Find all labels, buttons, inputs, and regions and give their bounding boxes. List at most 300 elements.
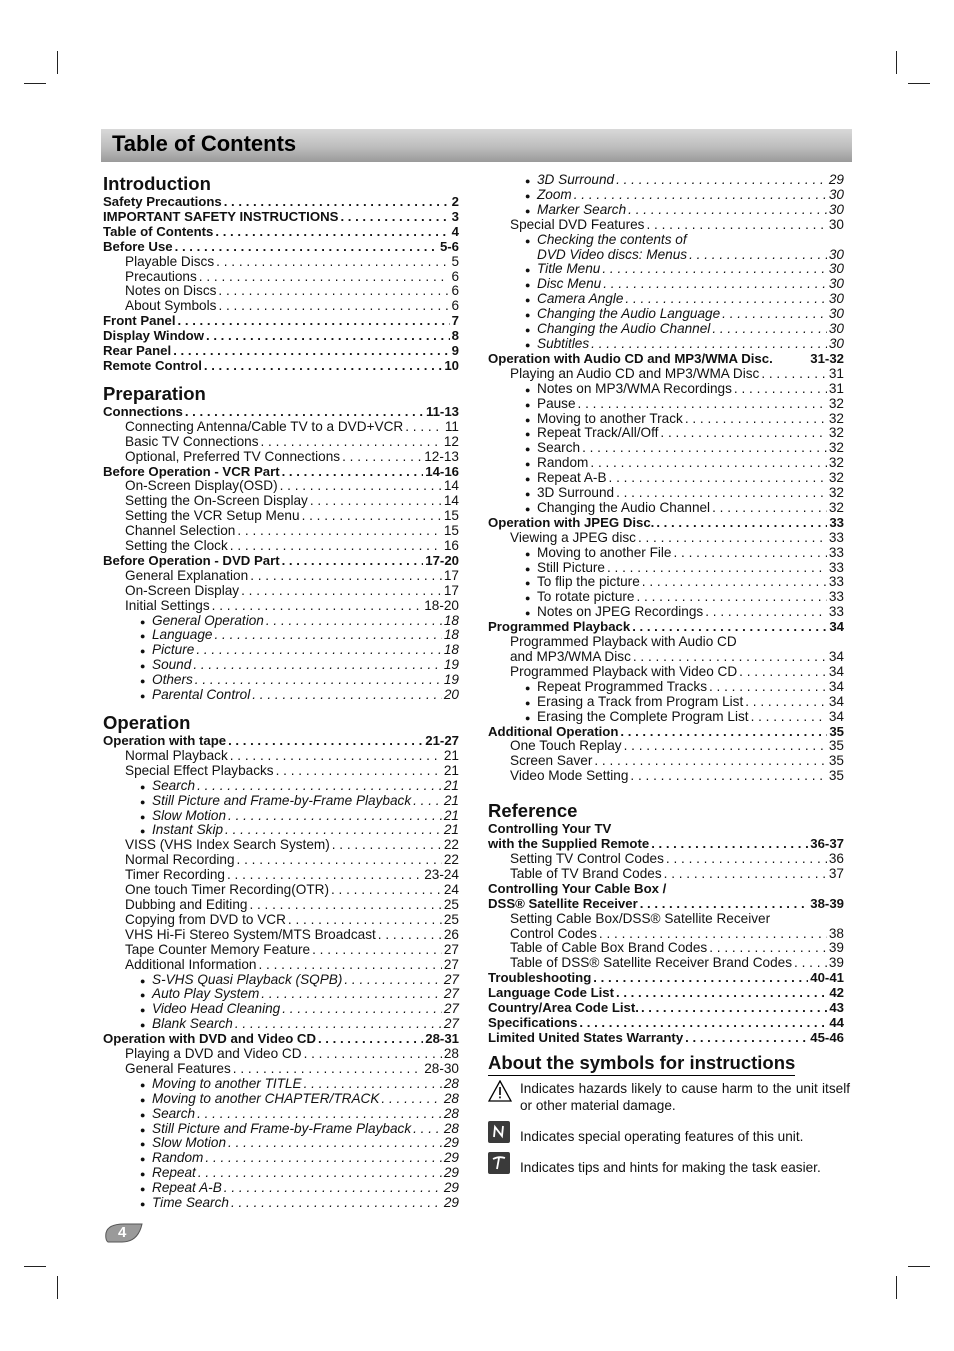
- bullet-icon: ●: [140, 1109, 146, 1120]
- toc-entry-title: Rear Panel: [103, 343, 172, 359]
- toc-entry[interactable]: [103, 898, 459, 913]
- dot-leader: [230, 539, 442, 554]
- toc-entry[interactable]: [488, 531, 844, 546]
- toc-entry-title: Operation with tape: [103, 733, 227, 748]
- toc-entry-title: Moving to another TITLE: [152, 1075, 302, 1091]
- toc-entry[interactable]: [103, 987, 459, 1002]
- toc-entry[interactable]: [488, 262, 844, 277]
- dot-leader: [261, 987, 442, 1002]
- toc-entry[interactable]: [103, 240, 459, 255]
- symbol-note: [488, 1121, 850, 1145]
- crop-mark: [57, 51, 58, 74]
- toc-entry[interactable]: [488, 769, 844, 784]
- toc-entry-page: 15: [443, 523, 459, 539]
- dot-leader: [258, 958, 441, 973]
- toc-entry-title: Table of Contents: [103, 223, 214, 239]
- toc-entry-page: 31-32: [810, 350, 844, 366]
- toc-entry-page: 6: [451, 268, 459, 284]
- toc-entry[interactable]: [488, 665, 844, 680]
- toc-entry-page: 18: [443, 612, 459, 628]
- toc-entry-page: 22: [443, 837, 459, 853]
- toc-entry-page: 9: [451, 343, 459, 359]
- toc-entry-page: 14: [443, 478, 459, 494]
- dot-leader: [579, 1016, 827, 1031]
- tip-t-icon: [488, 1152, 510, 1174]
- dot-leader: [751, 710, 827, 725]
- dot-leader: [739, 665, 827, 680]
- bullet-icon: ●: [525, 712, 531, 723]
- dot-leader: [664, 867, 827, 882]
- toc-entry-title: Random: [152, 1150, 204, 1166]
- toc-entry[interactable]: [488, 188, 844, 203]
- toc-entry[interactable]: [488, 650, 844, 665]
- toc-entry[interactable]: [103, 734, 459, 749]
- toc-entry[interactable]: [103, 255, 459, 270]
- toc-entry-title: Marker Search: [537, 201, 627, 217]
- toc-entry[interactable]: [488, 941, 844, 956]
- crop-mark: [24, 83, 46, 84]
- dot-leader: [233, 1062, 422, 1077]
- toc-entry[interactable]: [103, 1151, 459, 1166]
- toc-entry[interactable]: [103, 928, 459, 943]
- symbol-description: Indicates tips and hints for making the task easier.: [520, 1160, 821, 1175]
- toc-entry[interactable]: [488, 1016, 844, 1031]
- toc-entry-title: Front Panel: [103, 313, 176, 329]
- dot-leader: [705, 605, 827, 620]
- toc-entry[interactable]: [488, 605, 844, 620]
- toc-entry[interactable]: [103, 584, 459, 599]
- dot-leader: [602, 262, 827, 277]
- toc-entry[interactable]: [488, 1031, 844, 1046]
- toc-entry[interactable]: [103, 1017, 459, 1032]
- toc-entry[interactable]: [103, 225, 459, 240]
- toc-entry[interactable]: [488, 956, 844, 971]
- bullet-icon: ●: [525, 697, 531, 708]
- toc-entry[interactable]: [488, 471, 844, 486]
- dot-leader: [312, 943, 442, 958]
- toc-entry-title: Tape Counter Memory Feature: [125, 941, 311, 957]
- toc-entry-page: 27: [443, 1001, 459, 1017]
- toc-entry-page: 17-20: [425, 552, 459, 568]
- toc-entry[interactable]: [488, 456, 844, 471]
- toc-entry[interactable]: [103, 509, 459, 524]
- toc-entry[interactable]: [488, 337, 844, 352]
- toc-entry-title: Channel Selection: [125, 523, 236, 539]
- toc-entry[interactable]: [103, 539, 459, 554]
- toc-entry[interactable]: [103, 1107, 459, 1122]
- toc-entry-page: 20: [443, 687, 459, 703]
- toc-entry-title: Special Effect Playbacks: [125, 762, 274, 778]
- toc-entry-title: Setting the On-Screen Display: [125, 493, 308, 509]
- toc-entry[interactable]: [103, 764, 459, 779]
- toc-entry-title: On-Screen Display: [125, 582, 240, 598]
- toc-entry[interactable]: [488, 725, 844, 740]
- toc-entry[interactable]: [103, 809, 459, 824]
- toc-entry[interactable]: [103, 1122, 459, 1137]
- toc-entry[interactable]: [103, 435, 459, 450]
- toc-entry-page: 5: [451, 253, 459, 269]
- toc-entry[interactable]: [103, 614, 459, 629]
- toc-left-column: [103, 173, 459, 1211]
- dot-leader: [282, 1002, 442, 1017]
- toc-entry[interactable]: [103, 1181, 459, 1196]
- toc-entry[interactable]: [488, 754, 844, 769]
- toc-entry[interactable]: [103, 838, 459, 853]
- dot-leader: [215, 225, 449, 240]
- section-heading: Operation: [103, 712, 191, 733]
- toc-entry[interactable]: [103, 688, 459, 703]
- toc-entry[interactable]: [488, 546, 844, 561]
- toc-entry[interactable]: [103, 344, 459, 359]
- toc-entry-page: 11-13: [425, 403, 459, 419]
- toc-entry-title: VISS (VHS Index Search System): [125, 837, 330, 853]
- toc-entry[interactable]: [488, 486, 844, 501]
- toc-entry[interactable]: [488, 837, 844, 852]
- toc-entry-title: On-Screen Display(OSD): [125, 478, 278, 494]
- toc-entry-title: Setting the Clock: [125, 538, 228, 554]
- toc-entry[interactable]: [103, 524, 459, 539]
- toc-entry-page: 7: [451, 313, 459, 329]
- toc-entry-page: 28: [443, 1120, 459, 1136]
- toc-entry-page: 45-46: [810, 1029, 844, 1045]
- dot-leader: [590, 456, 826, 471]
- toc-entry[interactable]: [103, 569, 459, 584]
- toc-entry-page: 29: [443, 1165, 459, 1181]
- toc-entry[interactable]: [103, 673, 459, 688]
- dot-leader: [173, 344, 449, 359]
- bullet-icon: ●: [525, 429, 531, 440]
- bullet-icon: ●: [140, 975, 146, 986]
- toc-entry-title: Instant Skip: [152, 822, 224, 838]
- toc-entry-title: Connecting Antenna/Cable TV to a DVD+VCR: [125, 418, 404, 434]
- toc-entry[interactable]: [488, 710, 844, 725]
- dot-leader: [224, 1181, 442, 1196]
- toc-entry[interactable]: [488, 822, 844, 837]
- bullet-icon: ●: [525, 563, 531, 574]
- toc-entry[interactable]: [103, 1166, 459, 1181]
- toc-entry[interactable]: [103, 1062, 459, 1077]
- toc-entry[interactable]: [103, 405, 459, 420]
- toc-entry[interactable]: [488, 218, 844, 233]
- bullet-icon: ●: [140, 691, 146, 702]
- dot-leader: [709, 680, 827, 695]
- toc-entry-page: 28: [443, 1075, 459, 1091]
- toc-entry[interactable]: [488, 412, 844, 427]
- toc-entry[interactable]: [103, 794, 459, 809]
- toc-entry[interactable]: [488, 882, 844, 897]
- dot-leader: [640, 897, 809, 912]
- toc-entry-title: Subtitles: [537, 335, 590, 351]
- toc-entry[interactable]: [488, 575, 844, 590]
- toc-entry-title: To flip the picture: [537, 574, 640, 590]
- toc-entry[interactable]: [488, 292, 844, 307]
- bullet-icon: ●: [140, 1079, 146, 1090]
- toc-entry[interactable]: [103, 658, 459, 673]
- bullet-icon: ●: [140, 1094, 146, 1105]
- toc-entry-title: Remote Control: [103, 357, 202, 373]
- toc-entry-page: 21: [443, 747, 459, 763]
- spacer: [488, 784, 844, 791]
- toc-entry-title: Picture: [152, 642, 195, 658]
- toc-entry-title: Checking the contents of: [537, 231, 687, 247]
- toc-entry-title: Optional, Preferred TV Connections: [125, 448, 341, 464]
- toc-entry[interactable]: [103, 479, 459, 494]
- toc-entry-page: 33: [828, 544, 844, 560]
- toc-entry-page: 31: [828, 365, 844, 381]
- bullet-icon: ●: [140, 990, 146, 1001]
- toc-entry-page: 17: [443, 582, 459, 598]
- toc-entry-page: 27: [443, 971, 459, 987]
- toc-entry-title: Auto Play System: [152, 986, 260, 1002]
- bullet-icon: ●: [140, 631, 146, 642]
- toc-entry[interactable]: [103, 465, 459, 480]
- toc-entry-page: 40-41: [810, 970, 844, 986]
- dot-leader: [198, 1166, 442, 1181]
- bullet-icon: ●: [140, 1184, 146, 1195]
- bullet-icon: ●: [525, 399, 531, 410]
- bullet-icon: ●: [525, 295, 531, 306]
- toc-entry[interactable]: [488, 1001, 844, 1016]
- dot-leader: [378, 928, 442, 943]
- bullet-icon: ●: [525, 235, 531, 246]
- toc-entry[interactable]: [488, 441, 844, 456]
- toc-entry-title: Repeat Track/All/Off: [537, 425, 659, 441]
- toc-entry-page: 23-24: [424, 867, 459, 883]
- toc-entry[interactable]: [103, 195, 459, 210]
- symbol-tip: [488, 1152, 850, 1176]
- toc-entry[interactable]: [488, 852, 844, 867]
- dot-leader: [195, 673, 442, 688]
- dot-leader: [646, 218, 826, 233]
- toc-entry[interactable]: [488, 971, 844, 986]
- bullet-icon: ●: [525, 548, 531, 559]
- dot-leader: [231, 1196, 442, 1211]
- toc-entry-title: Search: [537, 440, 581, 456]
- toc-entry-title: Moving to another CHAPTER/TRACK: [152, 1090, 380, 1106]
- section-heading: Reference: [488, 800, 578, 822]
- toc-entry[interactable]: [103, 883, 459, 898]
- toc-entry-title: Setting TV Control Codes: [510, 850, 664, 866]
- toc-entry-title: Others: [152, 672, 193, 688]
- toc-entry[interactable]: [103, 210, 459, 225]
- dot-leader: [794, 956, 827, 971]
- toc-entry-title: Language: [152, 627, 213, 643]
- toc-entry-page: 12-13: [424, 448, 459, 464]
- toc-entry-title: Screen Saver: [510, 753, 593, 769]
- dot-leader: [288, 913, 442, 928]
- page-number: 4: [118, 1224, 127, 1241]
- toc-entry[interactable]: [488, 501, 844, 516]
- toc-entry[interactable]: [488, 397, 844, 412]
- toc-entry-page: 33: [828, 604, 844, 620]
- dot-leader: [225, 823, 442, 838]
- toc-entry[interactable]: [103, 420, 459, 435]
- toc-entry-page: 21: [443, 807, 459, 823]
- toc-entry[interactable]: [103, 823, 459, 838]
- toc-entry[interactable]: [488, 516, 844, 531]
- toc-entry[interactable]: [488, 203, 844, 218]
- toc-entry[interactable]: [488, 590, 844, 605]
- toc-entry[interactable]: [488, 897, 844, 912]
- toc-entry[interactable]: [103, 270, 459, 285]
- toc-entry[interactable]: [103, 958, 459, 973]
- toc-entry-title: Title Menu: [537, 261, 601, 277]
- toc-entry[interactable]: [488, 248, 844, 263]
- toc-entry[interactable]: [488, 912, 844, 927]
- toc-entry[interactable]: [488, 635, 844, 650]
- toc-entry-title: Table of Cable Box Brand Codes: [510, 940, 708, 956]
- toc-entry-page: 29: [443, 1150, 459, 1166]
- toc-entry-page: 30: [828, 186, 844, 202]
- toc-entry-page: 32: [828, 440, 844, 456]
- toc-entry-page: 21-27: [425, 733, 459, 748]
- dot-leader: [674, 546, 827, 561]
- toc-entry-page: 36-37: [810, 836, 844, 852]
- toc-entry[interactable]: [488, 277, 844, 292]
- toc-entry-title: Controlling Your Cable Box /: [488, 880, 667, 896]
- toc-entry[interactable]: [103, 913, 459, 928]
- toc-entry[interactable]: [103, 1002, 459, 1017]
- toc-entry[interactable]: [103, 1092, 459, 1107]
- toc-entry[interactable]: [103, 1136, 459, 1151]
- toc-entry[interactable]: [488, 233, 844, 248]
- bullet-icon: ●: [525, 339, 531, 350]
- dot-leader: [241, 584, 442, 599]
- toc-entry-page: 33: [829, 514, 844, 530]
- toc-entry[interactable]: [488, 695, 844, 710]
- dot-leader: [302, 509, 442, 524]
- toc-entry-page: 28: [443, 1105, 459, 1121]
- dot-leader: [685, 1031, 808, 1046]
- toc-entry[interactable]: [103, 314, 459, 329]
- toc-entry-title: Display Window: [103, 328, 204, 344]
- toc-entry[interactable]: [103, 554, 459, 569]
- dot-leader: [193, 658, 442, 673]
- bullet-icon: ●: [140, 616, 146, 627]
- page-title: Table of Contents: [112, 131, 297, 156]
- toc-entry-title: Video Mode Setting: [510, 768, 629, 784]
- toc-entry-page: 30: [828, 276, 844, 292]
- toc-entry[interactable]: [488, 367, 844, 382]
- toc-entry[interactable]: [488, 620, 844, 635]
- toc-entry-page: 5-6: [439, 238, 459, 254]
- toc-entry[interactable]: [103, 359, 459, 374]
- toc-entry[interactable]: [488, 927, 844, 942]
- dot-leader: [280, 479, 442, 494]
- toc-entry[interactable]: [488, 322, 844, 337]
- dot-leader: [591, 337, 827, 352]
- toc-entry-title: Special DVD Features: [510, 216, 645, 232]
- toc-entry-page: 17: [443, 567, 459, 583]
- toc-entry[interactable]: [103, 973, 459, 988]
- bullet-icon: ●: [525, 459, 531, 470]
- toc-entry[interactable]: [488, 986, 844, 1001]
- toc-entry[interactable]: [488, 307, 844, 322]
- bullet-icon: ●: [140, 1199, 146, 1210]
- toc-entry-page: 6: [451, 283, 459, 299]
- dot-leader: [235, 1017, 442, 1032]
- dot-leader: [204, 359, 442, 374]
- toc-entry[interactable]: [103, 943, 459, 958]
- dot-leader: [216, 255, 449, 270]
- toc-entry-title: General Features: [125, 1060, 231, 1076]
- toc-entry[interactable]: [103, 749, 459, 764]
- bullet-icon: ●: [525, 190, 531, 201]
- dot-leader: [205, 1151, 441, 1166]
- toc-entry-title: General Explanation: [125, 567, 249, 583]
- toc-entry[interactable]: [103, 450, 459, 465]
- toc-entry[interactable]: [103, 329, 459, 344]
- toc-entry[interactable]: [488, 739, 844, 754]
- toc-entry[interactable]: [488, 352, 844, 367]
- dot-leader: [656, 516, 827, 531]
- toc-entry-page: 21: [443, 762, 459, 778]
- toc-entry[interactable]: [488, 173, 844, 188]
- toc-entry-page: 33: [828, 574, 844, 590]
- toc-entry-title: Erasing the Complete Program List: [537, 708, 749, 724]
- toc-entry[interactable]: [103, 628, 459, 643]
- dot-leader: [266, 614, 442, 629]
- toc-entry-title: Before Operation - VCR Part: [103, 463, 280, 479]
- toc-entry-title: Additional Information: [125, 956, 257, 972]
- toc-entry-page: 30: [828, 201, 844, 217]
- toc-entry-title: Specifications: [488, 1014, 578, 1030]
- toc-entry[interactable]: [103, 643, 459, 658]
- toc-entry-page: 29: [443, 1195, 459, 1211]
- toc-entry-page: 42: [829, 985, 844, 1001]
- toc-entry[interactable]: [103, 1032, 459, 1047]
- toc-entry-title: Still Picture and Frame-by-Frame Playback: [152, 1120, 412, 1136]
- toc-entry[interactable]: [488, 561, 844, 576]
- toc-entry[interactable]: [488, 867, 844, 882]
- toc-entry-title: S-VHS Quasi Playback (SQPB): [152, 971, 343, 987]
- bullet-icon: ●: [140, 646, 146, 657]
- toc-entry-page: 16: [443, 538, 459, 554]
- bullet-icon: ●: [525, 414, 531, 425]
- toc-entry[interactable]: [103, 779, 459, 794]
- toc-entry-page: 26: [443, 926, 459, 942]
- toc-entry[interactable]: [103, 284, 459, 299]
- dot-leader: [318, 1032, 423, 1047]
- dot-leader: [582, 441, 827, 456]
- dot-leader: [206, 329, 450, 344]
- dot-leader: [666, 852, 827, 867]
- toc-entry[interactable]: [103, 853, 459, 868]
- toc-entry-title: Repeat A-B: [537, 470, 607, 486]
- toc-entry-title: Before Operation - DVD Part: [103, 552, 280, 568]
- toc-entry-title: Dubbing and Editing: [125, 896, 248, 912]
- toc-entry-title: and MP3/WMA Disc: [510, 649, 631, 664]
- toc-entry[interactable]: [103, 299, 459, 314]
- toc-entry-title: Parental Control: [152, 687, 251, 703]
- toc-entry[interactable]: [103, 1196, 459, 1211]
- toc-entry-title: Control Codes: [510, 925, 597, 941]
- toc-entry-page: 8: [451, 328, 459, 344]
- toc-entry[interactable]: [488, 426, 844, 441]
- toc-entry[interactable]: [488, 680, 844, 695]
- toc-entry-page: 10: [444, 357, 459, 373]
- toc-entry[interactable]: [103, 1077, 459, 1092]
- toc-entry[interactable]: [488, 382, 844, 397]
- dot-leader: [228, 734, 423, 749]
- toc-entry[interactable]: [103, 494, 459, 509]
- dot-leader: [578, 397, 827, 412]
- toc-entry-title: Table of DSS® Satellite Receiver Brand Codes: [510, 955, 793, 971]
- toc-entry-title: Notes on MP3/WMA Recordings: [537, 380, 732, 396]
- toc-entry[interactable]: [103, 599, 459, 614]
- toc-entry[interactable]: [103, 868, 459, 883]
- toc-entry[interactable]: [103, 1047, 459, 1062]
